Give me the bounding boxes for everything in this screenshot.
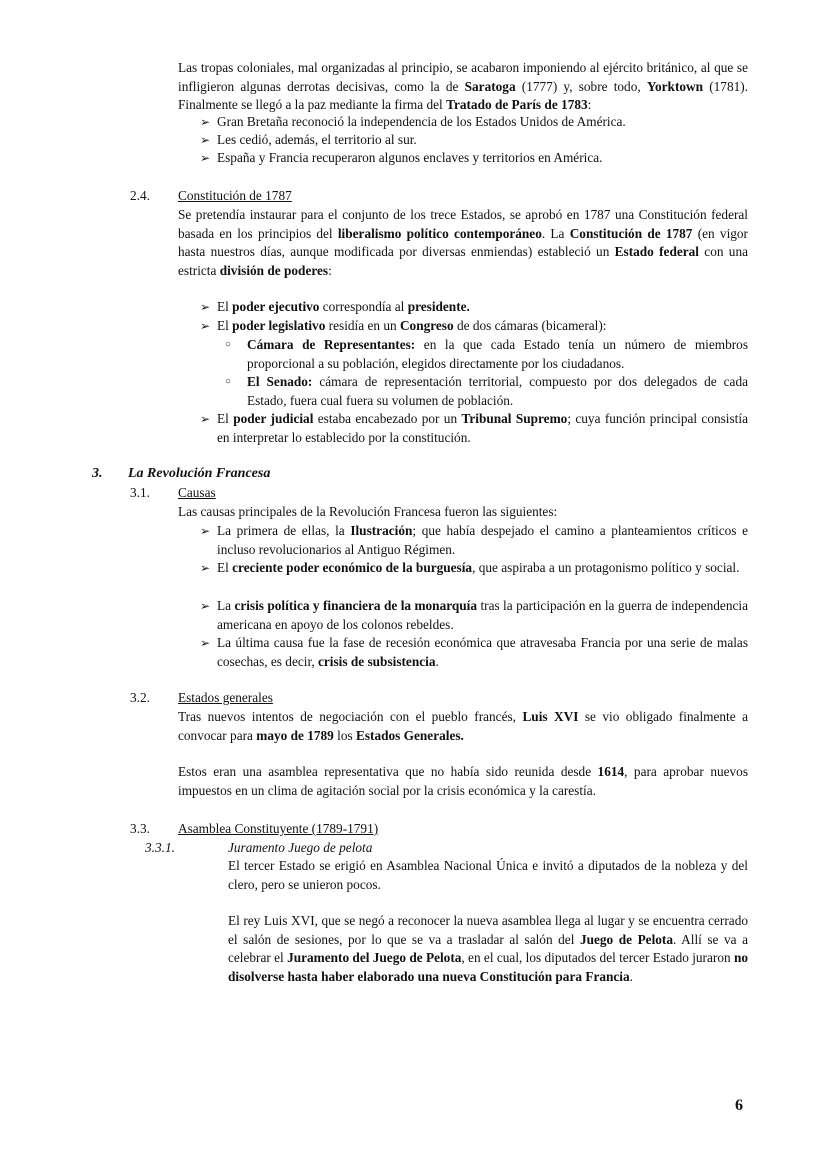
text-run: en la que cada Estado tenía un número de miembros proporcional a su población, elegidos directamente por los ciudadanos. (247, 337, 749, 371)
bullet-item (200, 634, 748, 671)
bullet-item (200, 131, 748, 150)
section-title: Constitución de 1787 (178, 188, 292, 203)
section-paragraph (178, 503, 748, 522)
text-run: . Allí se va a celebrar el (228, 931, 748, 966)
subsection-paragraph (228, 857, 748, 894)
bold-text: 1614 (597, 764, 625, 779)
text-run: Las tropas coloniales, mal organizadas al principio, se acabaron imponiendo al ejército británico, al que se infligieron algunas derrotas decisivas, como la de (178, 60, 748, 94)
bold-text: Luis XVI (522, 709, 579, 724)
text-run: El (217, 411, 234, 426)
sub-bullet-item (222, 373, 748, 410)
bold-text: presidente. (407, 299, 470, 314)
bold-text: Cámara de Representantes: (247, 337, 416, 352)
text-run: El (217, 299, 233, 314)
arrow-bullet-icon: ➢ (200, 561, 211, 575)
bold-text: mayo de 1789 (256, 727, 334, 743)
arrow-bullet-icon: ➢ (200, 151, 211, 165)
bold-text: Tribunal Supremo (461, 411, 568, 426)
text-run: . (629, 969, 633, 985)
bold-text: poder judicial (233, 411, 314, 426)
bold-text: Yorktown (646, 78, 704, 94)
section-paragraph (178, 206, 748, 281)
bold-text: Congreso (399, 318, 454, 333)
text-run: . La (541, 225, 570, 241)
bold-text: poder legislativo (232, 318, 326, 333)
bold-text: El Senado: (247, 374, 313, 389)
text-run: La primera de ellas, la (217, 523, 351, 538)
subsection-title: Juramento Juego de pelota (228, 840, 373, 855)
page-number: 6 (735, 1097, 743, 1114)
section-number: 2.4. (130, 188, 150, 203)
arrow-bullet-icon: ➢ (200, 115, 211, 129)
arrow-bullet-icon: ➢ (200, 599, 211, 613)
text-run: ; cuya función principal consistía en interpretar lo establecido por la constitución. (217, 411, 748, 445)
text-run: : (587, 97, 592, 113)
bold-text: crisis de subsistencia (318, 653, 436, 669)
arrow-bullet-icon: ➢ (200, 636, 211, 650)
text-run: estaba encabezado por un (313, 411, 462, 426)
bold-text: poder ejecutivo (232, 299, 320, 314)
arrow-bullet-icon: ➢ (200, 300, 211, 314)
intro-paragraph (178, 59, 748, 115)
bullet-item (200, 317, 748, 336)
bullet-item (200, 410, 748, 447)
text-run: : (328, 263, 332, 279)
circle-bullet-icon: ○ (225, 339, 232, 350)
circle-bullet-icon: ○ (225, 376, 232, 387)
section-number: 3.3. (130, 821, 150, 836)
text-run: La última causa fue la fase de recesión económica que atravesaba Francia por una serie de malas cosechas, es decir, (217, 635, 748, 669)
bullet-item (200, 113, 748, 132)
section-paragraph (178, 763, 748, 800)
text-run: , que aspiraba a un protagonismo político y social. (472, 560, 740, 575)
text-run: Tras nuevos intentos de negociación con el pueblo francés, (178, 709, 523, 724)
text-run: residía en un (325, 318, 400, 333)
bold-text: no disolverse hasta haber elaborado una nueva Constitución para Francia (228, 950, 748, 985)
text-run: El rey Luis XVI, que se negó a reconocer la nueva asamblea llega al lugar y se encuentra cerrado el salón de sesiones, por lo que se va a trasladar al salón del (228, 913, 748, 947)
text-run: tras la participación en la guerra de independencia americana en apoyo de los colonos rebeldes. (217, 598, 748, 632)
text-run: con una estricta (178, 244, 749, 279)
text-run: (en vigor hasta nuestros días, aunque modificada por diversas enmiendas) estableció un (178, 225, 748, 260)
text-run: ; que había despejado el camino a planteamientos críticos e incluso revolucionarios al Antiguo Régimen. (217, 523, 748, 557)
bold-text: Ilustración (350, 523, 413, 538)
text-run: El tercer Estado se erigió en Asamblea Nacional Única e invitó a diputados de la nobleza y del clero, pero se unieron pocos. (228, 858, 748, 892)
sub-bullet-item (222, 336, 748, 373)
text-run: Gran Bretaña reconoció la independencia de los Estados Unidos de América. (217, 114, 626, 129)
section-number: 3.2. (130, 690, 150, 705)
text-run: El (217, 318, 233, 333)
chapter-title: La Revolución Francesa (128, 466, 271, 481)
bold-text: Estados Generales. (356, 727, 464, 743)
text-run: El (217, 560, 233, 575)
bullet-item (200, 522, 748, 559)
text-run: cámara de representación territorial, compuesto por dos delegados de cada Estado, fuera cual fuera su volumen de población. (247, 374, 748, 408)
text-run: Les cedió, además, el territorio al sur. (217, 132, 417, 147)
arrow-bullet-icon: ➢ (200, 524, 211, 538)
text-run: correspondía al (319, 299, 408, 314)
bold-text: Constitución de 1787 (569, 225, 693, 241)
bold-text: Juramento del Juego de Pelota (287, 950, 462, 966)
bold-text: Saratoga (464, 78, 516, 94)
arrow-bullet-icon: ➢ (200, 133, 211, 147)
bullet-item (200, 597, 748, 634)
text-run: (1781). Finalmente se llegó a la paz mediante la firma del (178, 78, 748, 113)
text-run: se vio obligado finalmente a convocar para (178, 709, 748, 743)
section-title: Asamblea Constituyente (1789-1791) (178, 821, 379, 836)
section-title: Estados generales (178, 690, 273, 705)
bold-text: crisis política y financiera de la monarquía (234, 598, 478, 613)
text-run: (1777) y, sobre todo, (515, 78, 647, 94)
bold-text: Estado federal (614, 244, 699, 260)
subsection-paragraph (228, 912, 748, 987)
arrow-bullet-icon: ➢ (200, 412, 211, 426)
chapter-number: 3. (92, 466, 103, 481)
section-number: 3.1. (130, 485, 150, 500)
bold-text: creciente poder económico de la burguesía (232, 560, 473, 575)
arrow-bullet-icon: ➢ (200, 319, 211, 333)
text-run: , para aprobar nuevos impuestos en un clima de agitación social por la crisis económica y la carestía. (178, 764, 748, 798)
bold-text: liberalismo político contemporáneo (337, 225, 542, 241)
bold-text: Tratado de París de 1783 (446, 97, 588, 113)
bullet-item (200, 559, 748, 578)
text-run: los (333, 727, 356, 743)
text-run: Las causas principales de la Revolución Francesa fueron las siguientes: (178, 504, 558, 519)
bold-text: Juego de Pelota (579, 931, 674, 947)
text-run: La (217, 598, 235, 613)
text-run: España y Francia recuperaron algunos enclaves y territorios en América. (217, 150, 603, 165)
bullet-item (200, 149, 748, 168)
bold-text: división de poderes (219, 263, 329, 279)
text-run: . (435, 653, 439, 669)
section-title: Causas (178, 485, 216, 500)
text-run: , en el cual, los diputados del tercer Estado juraron (461, 950, 734, 966)
section-paragraph (178, 708, 748, 745)
text-run: Estos eran una asamblea representativa que no había sido reunida desde (178, 764, 598, 779)
text-run: de dos cámaras (bicameral): (453, 318, 607, 333)
subsection-number: 3.3.1. (145, 840, 175, 855)
bullet-item (200, 298, 748, 317)
text-run: Se pretendía instaurar para el conjunto de los trece Estados, se aprobó en 1787 una Constitución federal basada en los principios del (178, 207, 748, 241)
